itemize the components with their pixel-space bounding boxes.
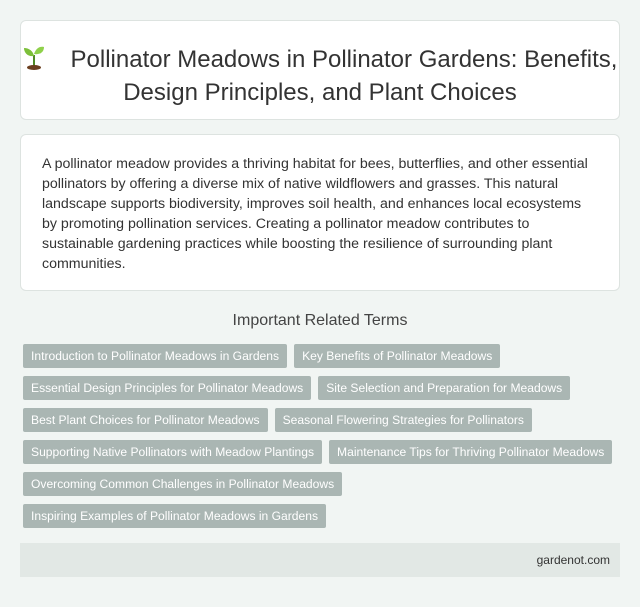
- related-term-tag[interactable]: Site Selection and Preparation for Meadows: [318, 376, 570, 400]
- related-terms-list: [23, 344, 619, 528]
- footer: [20, 543, 620, 577]
- page-title: [21, 43, 619, 109]
- related-term-tag[interactable]: Overcoming Common Challenges in Pollinator Meadows: [23, 472, 342, 496]
- description-text: A pollinator meadow provides a thriving habitat for bees, butterflies, and other essential pollinators by offering a diverse mix of native wildflowers and grasses. This natural landscape supports biodiversity, improves soil health, and enhances local ecosystems by promoting pollination services. Creating a pollinator meadow contributes to sustainable gardening practices while boosting the resilience of surrounding plant communities.: [42, 156, 588, 272]
- related-term-tag[interactable]: Inspiring Examples of Pollinator Meadows in Gardens: [23, 504, 326, 528]
- sprout-icon: [23, 44, 45, 70]
- related-term-tag[interactable]: Maintenance Tips for Thriving Pollinator Meadows: [329, 440, 612, 464]
- related-term-tag[interactable]: Key Benefits of Pollinator Meadows: [294, 344, 500, 368]
- footer-site-name[interactable]: gardenot.com: [536, 553, 610, 567]
- related-terms-heading: Important Related Terms: [232, 312, 408, 329]
- related-term-tag[interactable]: Introduction to Pollinator Meadows in Gardens: [23, 344, 287, 368]
- title-card: [20, 20, 620, 120]
- page-title-text: Pollinator Meadows in Pollinator Gardens: Benefits, Design Principles, and Plant Choices: [70, 46, 618, 106]
- related-term-tag[interactable]: Supporting Native Pollinators with Meadow Plantings: [23, 440, 322, 464]
- related-term-tag[interactable]: Essential Design Principles for Pollinator Meadows: [23, 376, 311, 400]
- description-card: [20, 134, 620, 291]
- related-term-tag[interactable]: Seasonal Flowering Strategies for Pollinators: [275, 408, 532, 432]
- related-term-tag[interactable]: Best Plant Choices for Pollinator Meadows: [23, 408, 268, 432]
